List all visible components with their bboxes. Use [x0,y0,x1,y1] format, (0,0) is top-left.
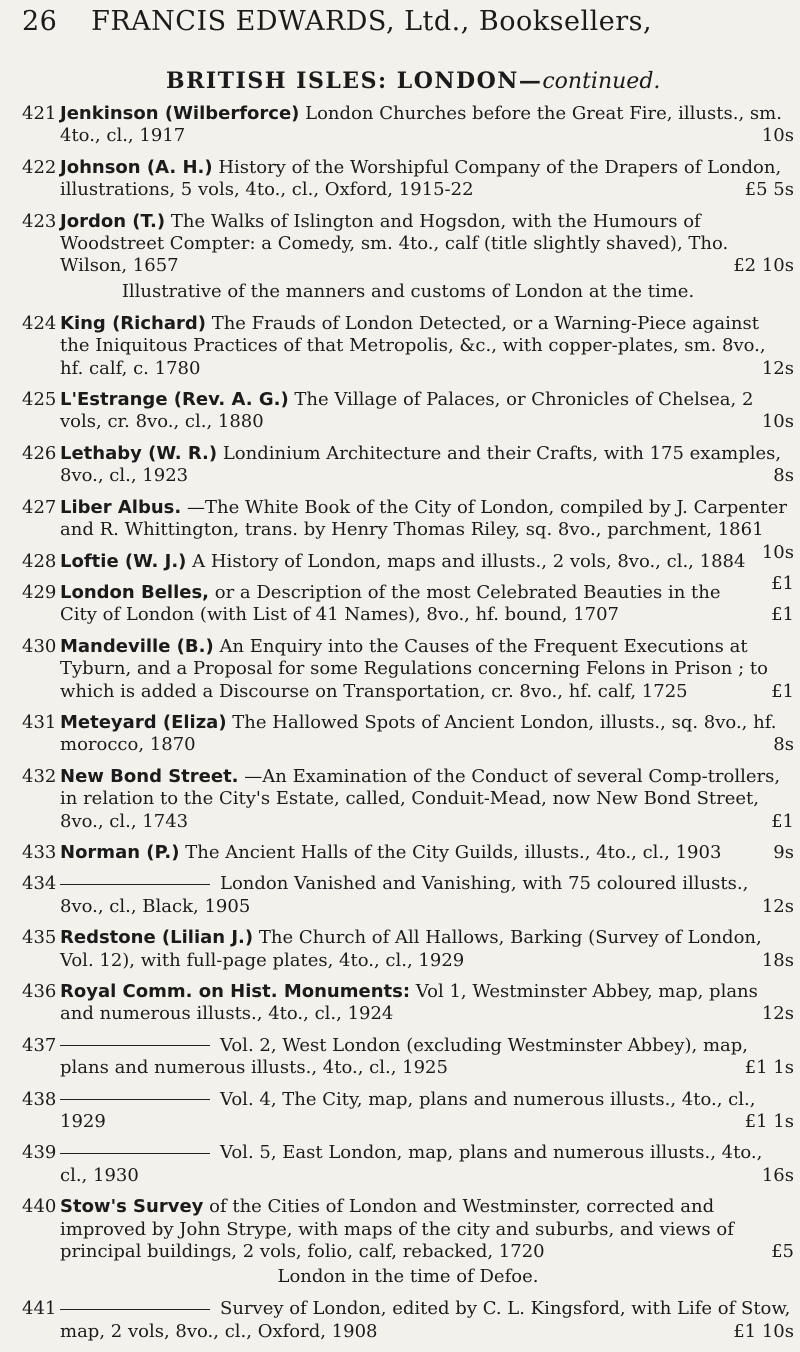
entry-number: 426 [22,442,57,464]
entry-price: 12s [761,895,794,917]
entry-body [60,842,794,864]
entry-author: Mandeville (B.) [60,635,214,657]
entry-price: £1 [771,572,794,594]
entry-author: Redstone (Lilian J.) [60,927,254,949]
entry-author: Jordon (T.) [60,210,166,232]
entry-description: or a Description of the most Celebrated Beauties in the City of London (with List of 41 Names), 8vo., hf. bound, 1707 [60,581,721,626]
entry-author: Royal Comm. on Hist. Monuments: [60,981,411,1002]
entry-description: Vol 1, Westminster Abbey, map, plans and numerous illusts., 4to., cl., 1924 [60,981,758,1025]
entry-description: London Churches before the Great Fire, illusts., sm. 4to., cl., 1917 [60,103,782,147]
catalogue-entry [22,1142,794,1187]
entry-description: Survey of London, edited by C. L. Kingsford, with Life of Stow, map, 2 vols, 8vo., cl., Oxford, 1908 [60,1298,791,1342]
entry-body [60,766,794,833]
entry-body [60,157,794,202]
entry-number: 422 [22,156,57,178]
entry-number: 431 [22,711,57,733]
entry-number: 430 [22,635,57,657]
entry-description: —The White Book of the City of London, compiled by J. Carpenter and R. Whittington, trans. by Henry Thomas Riley, sq. 8vo., parchment, 1861 [60,496,787,541]
entry-number: 440 [22,1196,57,1218]
entry-price: 8s [773,465,794,487]
entry-number: 434 [22,873,57,895]
entry-number: 436 [22,981,57,1002]
section-heading [166,68,660,94]
entry-number: 423 [22,210,57,232]
entry-price: 12s [761,357,794,379]
entry-body [60,582,794,627]
catalogue-entry [22,582,794,627]
entry-price: £1 [771,604,794,626]
entry-description: Vol. 2, West London (excluding Westminster Abbey), map, plans and numerous illusts., 4to., cl., 1925 [60,1034,748,1079]
entry-price: £1 [771,810,794,832]
entry-price: 12s [761,1003,794,1025]
section-heading-text: BRITISH ISLES: LONDON— [166,68,543,94]
entry-price: 10s [761,411,794,433]
entry-number: 441 [22,1298,57,1320]
running-head [22,6,782,37]
entry-number: 427 [22,496,57,518]
entry-number: 425 [22,389,57,411]
entry-number: 439 [22,1142,57,1164]
entry-body [60,313,794,380]
catalogue-entry [22,1035,794,1080]
catalogue-entry [22,981,794,1026]
entry-price: 10s [761,541,794,563]
entry-body [60,1196,794,1263]
entry-body [60,211,794,278]
entry-author: Loftie (W. J.) [60,550,187,572]
entry-author: Liber Albus. [60,496,182,518]
entry-body [60,636,794,703]
catalogue-entry [22,103,794,148]
entry-price: £2 10s [733,255,794,277]
catalogue-entry [22,636,794,703]
entry-price: 8s [773,734,794,756]
entry-description: Vol. 4, The City, map, plans and numerous illusts., 4to., cl., 1929 [60,1088,756,1133]
entry-description: London Vanished and Vanishing, with 75 coloured illusts., 8vo., cl., Black, 1905 [60,873,749,917]
entry-number: 437 [22,1034,57,1056]
catalogue-entry [22,1298,794,1343]
entry-description: The Church of All Hallows, Barking (Survey of London, Vol. 12), with full-page plates, 4to., cl., 1929 [60,927,762,971]
entry-body [60,712,794,757]
entry-description: An Enquiry into the Causes of the Frequent Executions at Tyburn, and a Proposal for some Regulations concerning Felons in Prison ; to which is added a Discourse on Transportation, cr. 8vo., hf. calf, 1725 [60,635,768,702]
catalogue-entry [22,157,794,202]
catalogue-entry [22,712,794,757]
catalogue-entry [22,389,794,434]
entry-list [22,103,794,1352]
entry-price: £5 [771,1241,794,1263]
entry-body [60,389,794,434]
entry-author: Jenkinson (Wilberforce) [60,103,300,124]
entry-author: Lethaby (W. R.) [60,442,218,464]
entry-price: £1 1s [744,1111,794,1133]
entry-body [60,443,794,488]
entry-body [60,1035,794,1080]
entry-price: £1 10s [733,1320,794,1342]
page-title: FRANCIS EDWARDS, Ltd., Booksellers, [91,6,653,37]
catalogue-entry [22,842,794,864]
entry-author: King (Richard) [60,312,206,334]
ditto-rule [60,1153,210,1154]
entry-description: The Frauds of London Detected, or a Warning-Piece against the Iniquitous Practices of that Metropolis, &c., with copper-plates, sm. 8vo., hf. calf, c. 1780 [60,312,766,379]
entry-author: London Belles, [60,581,210,603]
ditto-rule [60,884,210,885]
entry-author: L'Estrange (Rev. A. G.) [60,389,289,411]
entry-body [60,1298,794,1343]
ditto-rule [60,1045,210,1046]
entry-author: Norman (P.) [60,841,180,863]
entry-number: 433 [22,841,57,863]
entry-description: History of the Worshipful Company of the Drapers of London, illustrations, 5 vols, 4to., cl., Oxford, 1915-22 [60,156,782,201]
entry-description: Vol. 5, East London, map, plans and numerous illusts., 4to., cl., 1930 [60,1142,763,1186]
entry-body [60,103,794,148]
catalogue-entry [22,1089,794,1134]
ditto-rule [60,1099,210,1100]
entry-number: 432 [22,765,57,787]
entry-description: of the Cities of London and Westminster, corrected and improved by John Strype, with maps of the city and suburbs, and views of principal buildings, 2 vols, folio, calf, rebacked, 1720 [60,1196,734,1263]
entry-author: Meteyard (Eliza) [60,711,227,733]
entry-description: Londinium Architecture and their Crafts, with 175 examples, 8vo., cl., 1923 [60,442,782,487]
catalogue-entry [22,873,794,918]
entry-number: 424 [22,312,57,334]
entry-price: 10s [761,125,794,147]
entry-description: The Ancient Halls of the City Guilds, illusts., 4to., cl., 1903 [185,841,722,863]
entry-price: 9s [773,841,794,863]
catalogue-entry [22,211,794,278]
entry-body [60,1142,794,1187]
entry-body [60,981,794,1026]
entry-number: 421 [22,103,57,124]
entry-body [60,927,794,972]
page-number: 26 [22,6,58,37]
entry-price: £5 5s [744,179,794,201]
entry-note: London in the time of Defoe. [277,1266,539,1288]
ditto-rule [60,1309,210,1310]
entry-description: The Hallowed Spots of Ancient London, illusts., sq. 8vo., hf. morocco, 1870 [60,711,777,756]
catalogue-entry [22,313,794,380]
entry-number: 428 [22,550,57,572]
section-continued: continued. [542,69,661,94]
entry-description: —An Examination of the Conduct of several Comp-trollers, in relation to the City's Estate, called, Conduit-Mead, now New Bond Street, 8vo., cl., 1743 [60,765,781,832]
entry-price: £1 1s [744,1057,794,1079]
entry-price: £1 [771,680,794,702]
entry-description: A History of London, maps and illusts., 2 vols, 8vo., cl., 1884 [192,550,746,572]
entry-note: Illustrative of the manners and customs of London at the time. [121,280,695,302]
entry-number: 435 [22,927,57,949]
entry-body [60,1089,794,1134]
catalogue-entry [22,766,794,833]
entry-author: Stow's Survey [60,1196,204,1218]
catalogue-entry [22,1196,794,1263]
entry-number: 438 [22,1088,57,1110]
entry-description: The Village of Palaces, or Chronicles of Chelsea, 2 vols, cr. 8vo., cl., 1880 [60,389,754,433]
entry-price: 16s [761,1164,794,1186]
entry-price: 18s [761,949,794,971]
entry-author: New Bond Street. [60,765,239,787]
catalogue-entry [22,927,794,972]
entry-body [60,873,794,918]
entry-number: 429 [22,581,57,603]
entry-description: The Walks of Islington and Hogsdon, with the Humours of Woodstreet Compter: a Comedy, sm. 4to., calf (title slightly shaved), Tho. Wilson, 1657 [60,210,729,277]
entry-author: Johnson (A. H.) [60,156,213,178]
catalogue-entry [22,443,794,488]
